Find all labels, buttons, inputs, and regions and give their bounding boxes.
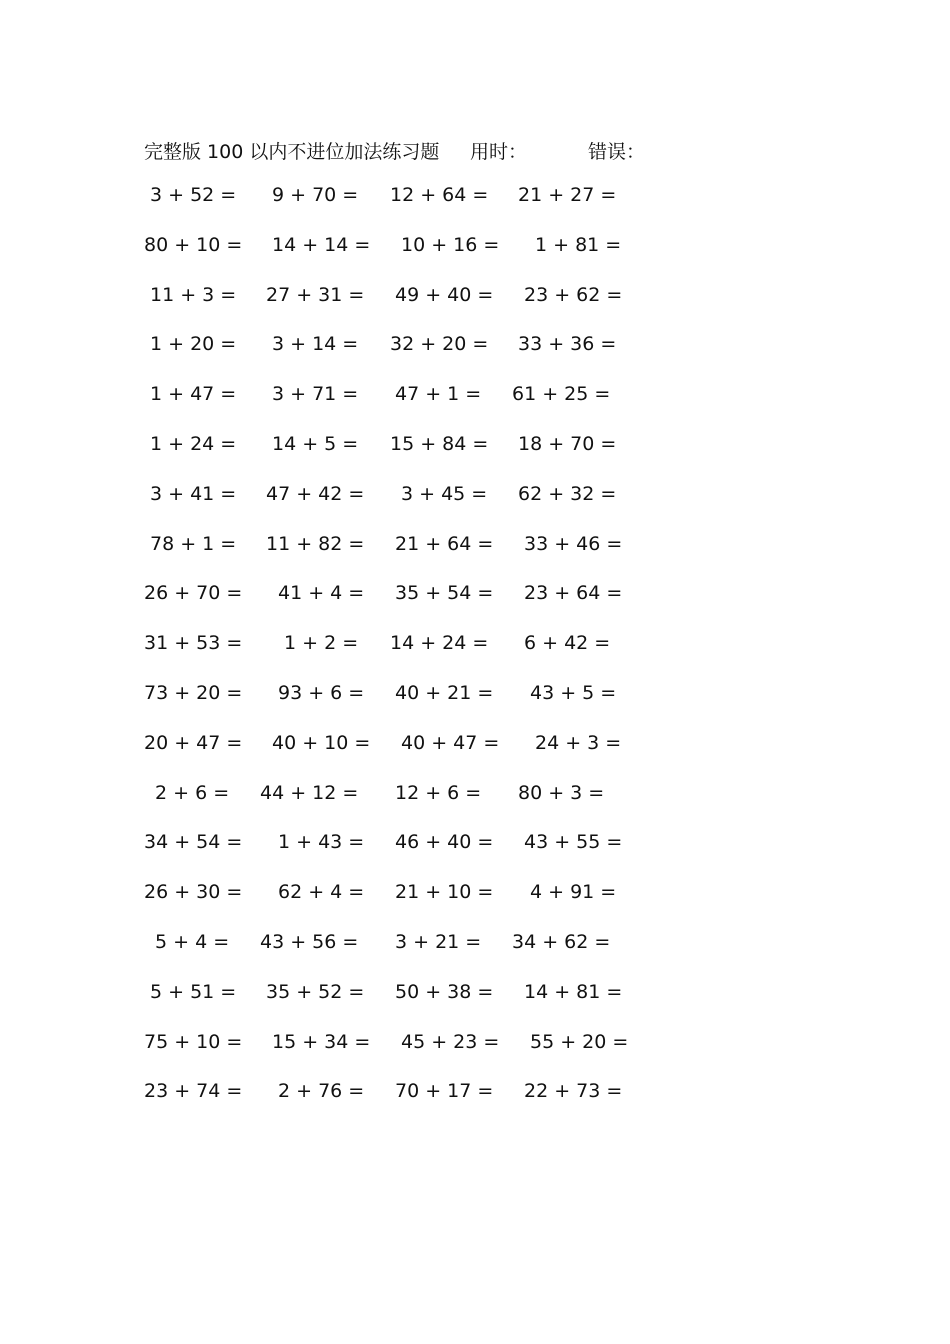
- problem-item: 62 + 4 =: [278, 881, 365, 904]
- problem-item: 2 + 76 =: [278, 1080, 365, 1103]
- worksheet-title: 完整版 100 以内不进位加法练习题: [144, 141, 440, 163]
- problem-row: [0, 981, 950, 1031]
- problem-item: 14 + 5 =: [272, 432, 359, 455]
- problem-item: 47 + 42 =: [266, 482, 365, 505]
- problem-item: 61 + 25 =: [512, 383, 611, 406]
- problem-item: 20 + 47 =: [144, 731, 243, 754]
- problem-item: 34 + 54 =: [144, 831, 243, 854]
- problem-item: 80 + 3 =: [518, 781, 605, 804]
- problem-item: 4 + 91 =: [530, 881, 617, 904]
- problem-item: 3 + 71 =: [272, 383, 359, 406]
- problem-item: 50 + 38 =: [395, 980, 494, 1003]
- problem-item: 5 + 51 =: [150, 980, 237, 1003]
- problem-item: 34 + 62 =: [512, 930, 611, 953]
- problem-row: [0, 1031, 950, 1081]
- problem-item: 75 + 10 =: [144, 1030, 243, 1053]
- problem-row: [0, 433, 950, 483]
- problem-item: 15 + 34 =: [272, 1030, 371, 1053]
- problem-item: 41 + 4 =: [278, 582, 365, 605]
- problem-item: 21 + 64 =: [395, 532, 494, 555]
- problem-item: 93 + 6 =: [278, 681, 365, 704]
- problem-item: 1 + 43 =: [278, 831, 365, 854]
- problem-item: 5 + 4 =: [155, 930, 230, 953]
- problem-row: [0, 682, 950, 732]
- problem-item: 14 + 14 =: [272, 233, 371, 256]
- problem-row: [0, 582, 950, 632]
- problem-item: 40 + 21 =: [395, 681, 494, 704]
- time-label: 用时：: [470, 141, 528, 163]
- problem-item: 33 + 36 =: [518, 333, 617, 356]
- problem-item: 27 + 31 =: [266, 283, 365, 306]
- problem-item: 10 + 16 =: [401, 233, 500, 256]
- error-label: 错误：: [588, 141, 646, 163]
- problem-item: 2 + 6 =: [155, 781, 230, 804]
- problem-item: 6 + 42 =: [524, 632, 611, 655]
- problem-item: 12 + 6 =: [395, 781, 482, 804]
- problem-item: 40 + 10 =: [272, 731, 371, 754]
- problem-item: 3 + 21 =: [395, 930, 482, 953]
- problem-item: 1 + 47 =: [150, 383, 237, 406]
- problem-row: [0, 234, 950, 284]
- problem-item: 21 + 27 =: [518, 184, 617, 206]
- problem-item: 1 + 24 =: [150, 432, 237, 455]
- problem-row: [0, 284, 950, 334]
- problem-item: 23 + 64 =: [524, 582, 623, 605]
- problem-row: [0, 931, 950, 981]
- problem-item: 12 + 64 =: [390, 184, 489, 206]
- problem-row: [0, 732, 950, 782]
- problem-grid: [0, 184, 950, 1130]
- problem-item: 44 + 12 =: [260, 781, 359, 804]
- problem-item: 43 + 56 =: [260, 930, 359, 953]
- problem-item: 31 + 53 =: [144, 632, 243, 655]
- problem-item: 49 + 40 =: [395, 283, 494, 306]
- problem-item: 80 + 10 =: [144, 233, 243, 256]
- problem-item: 1 + 81 =: [535, 233, 622, 256]
- problem-item: 23 + 62 =: [524, 283, 623, 306]
- problem-item: 23 + 74 =: [144, 1080, 243, 1103]
- problem-item: 40 + 47 =: [401, 731, 500, 754]
- problem-row: [0, 782, 950, 832]
- problem-row: [0, 632, 950, 682]
- problem-item: 35 + 54 =: [395, 582, 494, 605]
- problem-item: 43 + 55 =: [524, 831, 623, 854]
- problem-item: 35 + 52 =: [266, 980, 365, 1003]
- problem-item: 62 + 32 =: [518, 482, 617, 505]
- problem-row: [0, 831, 950, 881]
- problem-item: 11 + 82 =: [266, 532, 365, 555]
- problem-item: 3 + 41 =: [150, 482, 237, 505]
- problem-item: 21 + 10 =: [395, 881, 494, 904]
- problem-item: 9 + 70 =: [272, 184, 359, 206]
- problem-item: 11 + 3 =: [150, 283, 237, 306]
- problem-item: 78 + 1 =: [150, 532, 237, 555]
- problem-item: 1 + 20 =: [150, 333, 237, 356]
- problem-item: 3 + 14 =: [272, 333, 359, 356]
- problem-item: 3 + 52 =: [150, 184, 237, 206]
- problem-row: [0, 533, 950, 583]
- problem-row: [0, 184, 950, 234]
- problem-item: 14 + 81 =: [524, 980, 623, 1003]
- problem-row: [0, 383, 950, 433]
- problem-item: 22 + 73 =: [524, 1080, 623, 1103]
- problem-item: 26 + 70 =: [144, 582, 243, 605]
- problem-row: [0, 333, 950, 383]
- problem-item: 18 + 70 =: [518, 432, 617, 455]
- problem-row: [0, 881, 950, 931]
- problem-item: 46 + 40 =: [395, 831, 494, 854]
- problem-item: 33 + 46 =: [524, 532, 623, 555]
- problem-item: 70 + 17 =: [395, 1080, 494, 1103]
- problem-item: 32 + 20 =: [390, 333, 489, 356]
- problem-item: 45 + 23 =: [401, 1030, 500, 1053]
- problem-item: 15 + 84 =: [390, 432, 489, 455]
- problem-item: 73 + 20 =: [144, 681, 243, 704]
- problem-item: 47 + 1 =: [395, 383, 482, 406]
- problem-item: 1 + 2 =: [284, 632, 359, 655]
- problem-item: 43 + 5 =: [530, 681, 617, 704]
- problem-row: [0, 483, 950, 533]
- problem-item: 55 + 20 =: [530, 1030, 629, 1053]
- problem-row: [0, 1080, 950, 1130]
- problem-item: 3 + 45 =: [401, 482, 488, 505]
- problem-item: 26 + 30 =: [144, 881, 243, 904]
- problem-item: 14 + 24 =: [390, 632, 489, 655]
- problem-item: 24 + 3 =: [535, 731, 622, 754]
